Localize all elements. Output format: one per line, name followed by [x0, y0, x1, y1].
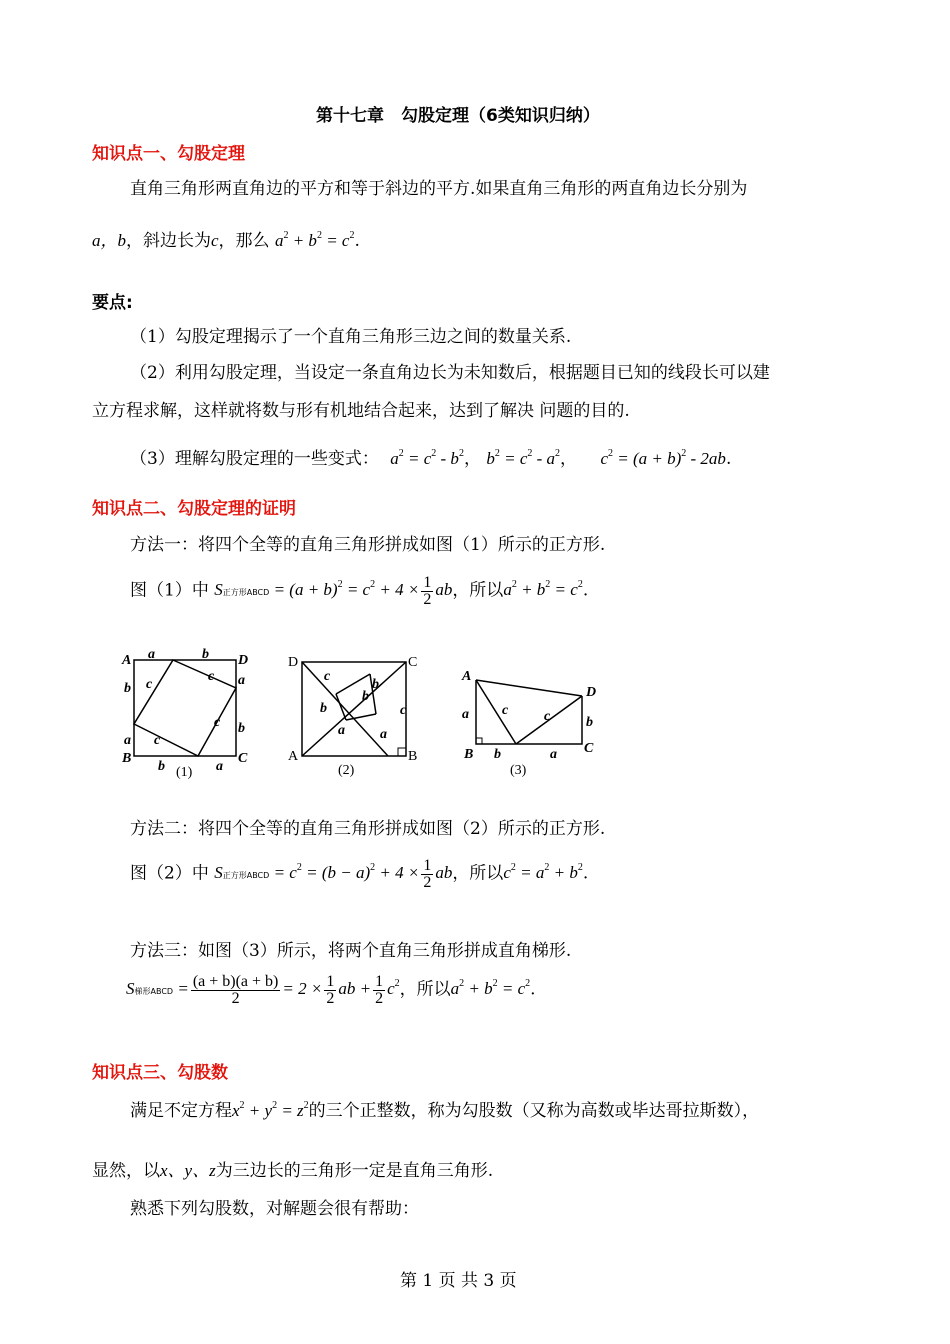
section-3-para-3: 熟悉下列勾股数，对解题会很有帮助： — [130, 1199, 419, 1219]
fig2-label-C: C — [408, 655, 418, 670]
fig1-label-c1: c — [146, 677, 153, 692]
section-1-heading: 知识点一、勾股定理 — [92, 144, 245, 164]
sep: ， — [560, 449, 578, 469]
method-3-result: $a^2 + b^2 = c^2$ — [450, 978, 531, 999]
fig2-label-b1: b — [372, 677, 379, 692]
page-footer: 第 1 页 共 3 页 — [400, 1271, 517, 1291]
section-3-para-2 — [92, 1156, 493, 1181]
section-3-vars: x、y、z — [160, 1161, 216, 1180]
period: . — [530, 979, 536, 1000]
method-2-formula: S正方形ABCD = $c^2 = (b - a)^2 + 4$ × $\frac{1}{2}$ ab — [214, 857, 453, 891]
method-2-prefix: 图（2）中 — [130, 863, 209, 884]
keypoint-2a: （2）利用勾股定理，当设定一条直角边长为未知数后，根据题目已知的线段长可以建 — [130, 363, 770, 383]
section-3-para-1-suffix: 的三个正整数，称为勾股数（又称为高数或毕达哥拉斯数）， — [308, 1101, 760, 1121]
page-title: 第十七章 勾股定理（6类知识归纳） — [316, 106, 600, 126]
section-3-para-2-suffix: 为三边长的三角形一定是直角三角形. — [215, 1161, 494, 1181]
keypoint-1: （1）勾股定理揭示了一个直角三角形三边之间的数量关系. — [130, 327, 572, 347]
figure-3 — [454, 664, 614, 779]
method-1-text: 方法一：将四个全等的直角三角形拼成如图（1）所示的正方形. — [130, 535, 606, 555]
method-2-suffix: ，所以 — [452, 863, 504, 884]
variant-3: $c^2 = (a + b)^2 - 2ab$ — [600, 448, 726, 468]
fig3-label-c1: c — [502, 703, 509, 718]
fig1-label-a-top: a — [148, 647, 155, 662]
fig2-label-a1: a — [338, 723, 345, 738]
period: . — [582, 863, 589, 884]
method-2-text: 方法二：将四个全等的直角三角形拼成如图（2）所示的正方形. — [130, 819, 606, 839]
fig1-label-b-right: b — [238, 721, 245, 736]
keypoints-heading: 要点: — [92, 293, 133, 313]
fig2-label-D: D — [288, 655, 299, 670]
fig2-label-b3: b — [362, 689, 369, 704]
text-then: ，那么 — [218, 231, 270, 251]
section-3-para-2-prefix: 显然，以 — [92, 1161, 160, 1181]
fig1-label-b-bottom: b — [158, 759, 165, 774]
fig1-label-a-bottom: a — [216, 759, 223, 774]
fig1-label-A: A — [122, 653, 132, 668]
keypoint-3 — [130, 444, 731, 469]
fig3-label-D: D — [586, 685, 597, 700]
pythagoras-formula: $a^2 + b^2 = c^2$ — [274, 230, 355, 250]
fig2-label-a2: a — [380, 727, 387, 742]
fig3-label-B: B — [464, 747, 474, 762]
section-1-para-2 — [92, 226, 360, 251]
fig1-label-D: D — [238, 653, 249, 668]
fig1-label-a-right: a — [238, 673, 245, 688]
fig1-label-b-left: b — [124, 681, 131, 696]
method-3-formula-line — [126, 974, 536, 1007]
fig1-caption: (1) — [176, 765, 193, 780]
method-1-suffix: ，所以 — [452, 580, 504, 601]
method-1-prefix: 图（1）中 — [130, 580, 209, 601]
fig3-label-a-left: a — [462, 707, 469, 722]
fig3-label-a-bottom: a — [550, 747, 557, 762]
fig2-label-A: A — [288, 749, 299, 764]
fig1-label-a-left: a — [124, 733, 131, 748]
keypoint-2b: 立方程求解，这样就将数与形有机地结合起来，达到了解决 问题的目的. — [92, 401, 630, 421]
period: . — [725, 449, 732, 469]
fig2-label-c1: c — [324, 669, 331, 684]
variant-1: $a^2 = c^2 - b^2$ — [390, 448, 464, 468]
variant-2: $b^2 = c^2 - a^2$ — [486, 448, 561, 468]
figure-2 — [284, 646, 424, 781]
period: . — [354, 231, 360, 251]
sep: ， — [463, 449, 481, 469]
fig1-label-c4: c — [214, 715, 221, 730]
section-3-equation: $x^2 + y^2 = z^2$ — [232, 1100, 309, 1120]
fig1-label-c2: c — [208, 669, 215, 684]
method-3-suffix: ，所以 — [399, 979, 451, 1000]
fig1-label-b-top: b — [202, 647, 209, 662]
method-3-text: 方法三：如图（3）所示，将两个直角三角形拼成直角梯形. — [130, 941, 572, 961]
method-1-result: $a^2 + b^2 = c^2$ — [503, 579, 583, 600]
method-1-formula: S正方形ABCD = $(a + b)^2 = c^2 + 4$ × $\frac{1}{2}$ ab — [214, 574, 453, 608]
fig3-label-b-bottom: b — [494, 747, 501, 762]
fig2-caption: (2) — [338, 763, 355, 778]
fig3-label-b-right: b — [586, 715, 593, 730]
fig2-label-B: B — [408, 749, 418, 764]
method-1-formula-line — [130, 575, 588, 608]
keypoint-3-text: （3）理解勾股定理的一些变式： — [130, 449, 379, 469]
section-1-para-1: 直角三角形两直角边的平方和等于斜边的平方.如果直角三角形的两直角边长分别为 — [130, 179, 748, 199]
fig1-label-C: C — [238, 751, 248, 766]
fig2-label-c2: c — [400, 703, 407, 718]
section-2-heading: 知识点二、勾股定理的证明 — [92, 499, 296, 519]
method-3-formula: S梯形ABCD = $\frac{(a + b)(a + b)}{2}$ = 2 × $\frac{1}{2}$ ab + $\frac{1}{2}$ $c^2$ — [126, 973, 400, 1007]
section-3-para-1 — [130, 1096, 759, 1121]
fig1-label-c3: c — [154, 733, 161, 748]
fig3-label-c2: c — [544, 709, 551, 724]
fig3-label-C: C — [584, 741, 594, 756]
fig3-caption: (3) — [510, 763, 527, 778]
section-3-para-1-prefix: 满足不定方程 — [130, 1101, 232, 1121]
method-2-formula-line — [130, 858, 588, 891]
fig1-label-B: B — [122, 751, 132, 766]
figure-1 — [118, 646, 258, 781]
var-c: c — [211, 231, 219, 250]
fig3-label-A: A — [462, 669, 472, 684]
var-a-b: a，b — [92, 231, 126, 250]
method-2-result: $c^2 = a^2 + b^2$ — [503, 862, 583, 883]
fig2-label-b2: b — [320, 701, 327, 716]
period: . — [582, 580, 589, 601]
text-hypotenuse: ，斜边长为 — [126, 231, 211, 251]
section-3-heading: 知识点三、勾股数 — [92, 1063, 228, 1083]
